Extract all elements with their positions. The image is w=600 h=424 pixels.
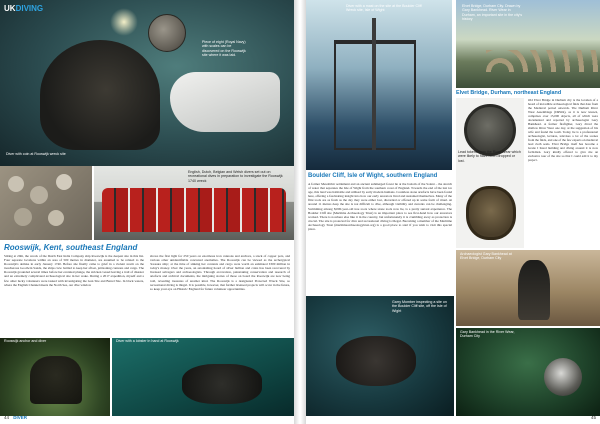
caption-underwater: Gary Bankhead in the River Wear, Durham City	[460, 330, 515, 339]
page-number-left: 44	[4, 415, 10, 420]
caption-team: English, Dutch, Belgian and Welsh divers set out on recreational dives in preparation to investigate the Rooswijk 1740 wreck	[188, 170, 283, 183]
caption-coin: Piece of eight (Royal Navy) with scales can be discovered on the Rooswijk site where it was laid.	[202, 40, 246, 58]
bridge-arches	[486, 50, 598, 72]
coin-3-image	[56, 174, 72, 190]
coin-2-image	[30, 186, 48, 204]
elvet-text: Old Elvet Bridge in Durham city is the location of a hoard of incredible archaeological finds that date from the Medieval period onwards. The Durham River Wear Assemblage (DRWA), as it is now known, comprises over 15,000 objects, all of which were documented and reported by archaeologist Gary Bankhead. A former firefighter, Gary dived the shallow River Wear one day, at the suggestion of his wife and found the tooth. Today, he is a professional archaeologist, lectures, televises a lot of the scenes from the finds, and one of the few experts on medieval lead cloth seals. Elvet Bridge itself has become a Grade I listed building and diving around it is now forbidden. Gary kindly offered to give me an exclusive tour of the site so that I could add it to my project.	[528, 98, 598, 162]
page-number-right: 45	[590, 415, 596, 420]
magazine-name: DIVER	[13, 415, 28, 420]
team-group	[102, 188, 286, 232]
photo-underwater	[456, 328, 600, 416]
mast-pole	[372, 18, 376, 150]
diver-lower-shape	[182, 364, 262, 404]
photo-anchor	[0, 338, 110, 416]
photo-coins	[0, 166, 92, 240]
rooswijk-column-1: Sitting at 20m, the wreck of the Dutch East India Company ship Rooswijk is the deepest site in this list. Four separate locations within an area of 500 metres in diameter, are assumed to be related to the Rooswijk's demise in early January 1740. Before she finally came to grief in a violent storm on the treacherous Goodwin Sands, the ships crew battled to keep her afloat, jettisoning cannons and cargo. The Rooswijk grounded several times before her eventual plunge, the stricken vessel leaving a trail of disaster and an extremely complicated archaeological site in her wake. During a 2017 expedition, myself and a few other lucky volunteers were tasked with investigating the Gun Site and Barrel Site. In black waters, where the English Channel meets the North Sea, our dive window	[4, 254, 144, 287]
cliff-text: A former Mesolithic settlement and an ancient submerged forest lie at the bottom of the Solent – the stretch of water that separates the Isle of Wight from the southern coast of England. Towards the end of the last ice age, this land was habitable and utilised by early modern humans. Countless stone artefacts have been found here, offering a fascinating insight into how our early ancestors lived and sustained themselves. Many of the flint tools are as fresh as the day they were either lost, discarded or offered up in some form of ritual. At around 11 metres deep the site is not difficult to dive, although visibility and currents can be challenging. Swimming among 8,000-year-old tree roots where stone tools now lie, is a pretty surreal experience. The Boulder Cliff site (Maritime Archaeology Trust) is an important place to see first-hand how our ancestors worked. There is nowhere else like it in the country, but unfortunately it is crumbling away as protection is crucial. The site is protected for dive and recreational diving is illegal. Becoming a member of the Maritime Archaeology Trust (maritimearchaeologytrust.org) is a good place to start if you wish to visit this special place.	[308, 182, 452, 232]
photo-lower-right	[112, 338, 294, 416]
caption-mud: Archaeologist Gary Bankhead at Elvet Bridge, Durham City	[460, 252, 512, 261]
folio-right	[591, 415, 596, 420]
rooswijk-column-2: shows the first light for 250 years on enormous iron cannons and anchors, a stack of copper pots, and various other unidentifiable concreted anomalies. The Rooswijk can be viewed as the archetypical 'treasure ship', at the time of sinking her contents and cargo were worth an estimated £300 million in today's money. Over the years, an astonishing hoard of silver bullion and coins has been recovered by licensed salvagers and archaeologists. Through excavation, painstaking conservation and research of artefacts and archival documents, the intriguing stories of those on board the Rooswijk are now being told, revealing treasures of another kind. The Rooswijk is a designated Protected Wreck Site, so recreational diving is illegal. It is possible, however, that further licensed projects will occur in the future, so keep your eye on Historic England for future volunteer opportunities.	[150, 254, 290, 291]
folio-left	[4, 415, 27, 420]
token-2-image	[466, 186, 516, 240]
diver-silhouette	[40, 40, 160, 150]
anchor-shape	[30, 356, 82, 404]
photo-diver-coin	[0, 0, 294, 166]
photo-mast	[306, 0, 452, 170]
heading-boulder: Boulder Cliff, Isle of Wight, southern England	[308, 173, 438, 179]
photo-tokens	[456, 98, 524, 248]
heading-elvet: Elvet Bridge, Durham, northeast England	[456, 90, 562, 96]
cliff-diver-shape	[336, 336, 416, 386]
mud-figure	[518, 260, 550, 320]
coin-4-image	[14, 208, 32, 226]
glove-image	[170, 72, 280, 132]
caption-mast: Diver with a mast on the site at the Boulder Cliff Wreck site, Isle of Wight	[346, 4, 422, 13]
caption-anchor: Rooswijk anchor and diver	[4, 339, 47, 343]
caption-diver-coin: Diver with coin at Rooswijk wreck site	[6, 152, 66, 156]
brand-uk: UK	[4, 4, 16, 13]
coin-1-image	[8, 176, 24, 192]
left-page	[0, 0, 294, 424]
underwater-diver-shape	[544, 358, 582, 396]
photo-mud	[456, 250, 600, 326]
caption-tokens: Lead tokens from the River Wear which were likely to have been dropped or lost.	[458, 150, 521, 163]
coin-5-image	[48, 210, 64, 226]
light-glow	[110, 8, 138, 36]
caption-coin-round	[458, 60, 459, 61]
caption-bridge: Elvet Bridge, Durham City. Drawn by Gary Bankhead. River Wear in Durham, an important site in the city's history	[462, 4, 523, 22]
photo-diver-cliff	[306, 296, 454, 416]
token-1-image	[464, 104, 516, 156]
caption-diver-cliff: Garry Momber inspecting a site on the Boulder Cliff site, off the Isle of Wight	[392, 300, 447, 313]
heading-rooswijk: Rooswijk, Kent, southeast England	[4, 243, 138, 252]
caption-lower-right: Diver with a lobster in hand at Rooswijk	[116, 339, 179, 343]
page-gutter	[294, 0, 306, 424]
coin-image	[148, 14, 186, 52]
brand-diving: DIVING	[15, 4, 44, 13]
right-page	[306, 0, 600, 424]
section-brand	[4, 4, 43, 13]
